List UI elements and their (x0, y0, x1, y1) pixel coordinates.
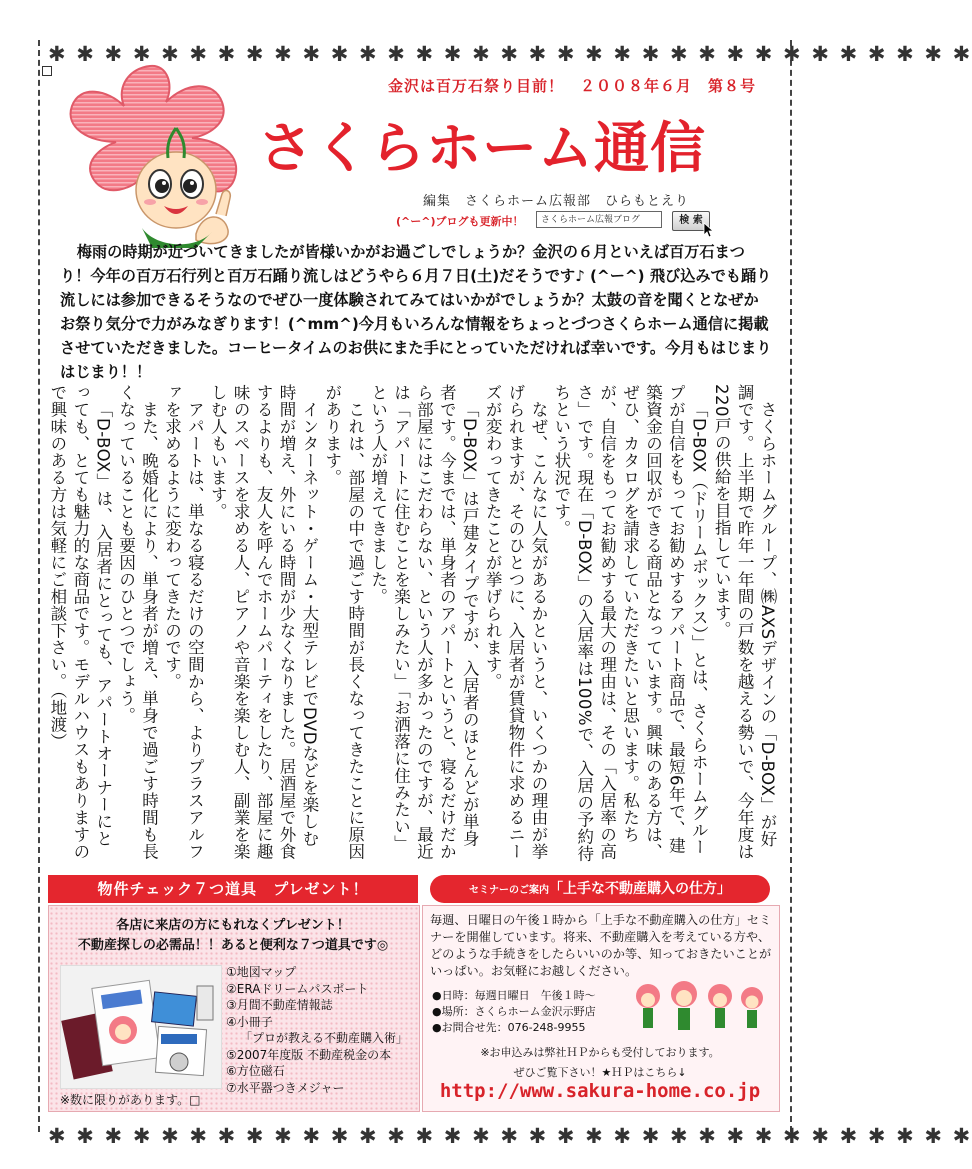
sakura-mascot-icon (46, 62, 258, 250)
present-item: ①地図マップ (226, 965, 297, 979)
present-item: ⑦水平器つきメジャー (226, 1080, 345, 1095)
blog-search-input[interactable]: さくらホーム広報ブログ (536, 211, 662, 228)
present-line-2: 不動産探しの必需品！！あると便利な７つ道具です◎ (77, 938, 389, 953)
article-paragraph: 「D-BOX（ドリームボックス）」とは、さくらホームグループが自信をもってお勧めするアパート商品で、最短6年で、建築資金の回収ができる商品となっています。興味のある方は、ぜひ、カタログを請求していただきたいと思います。私たちが、自信をもってお勧めする最大の理由は、その「入居率の高さ」です。現在「D-BOX」の入居率は100%で、入居の予約待ちという状況です。 (551, 384, 709, 863)
article-paragraph: さくらホームグループ、㈱AXSデザインの「D-BOX」が好調です。上半期で昨年一年間の戸数を越える勢いで、今年度は220戸の供給を目指しています。 (712, 384, 777, 860)
seminar-heading-small: セミナーのご案内 (469, 885, 549, 896)
dbox-article (44, 384, 778, 862)
intro-paragraph: 梅雨の時期が近づいてきましたが皆様いかがお過ごしでしょうか？金沢の６月といえば百万石まつり！今年の百万石行列と百万石踊り流しはどうやら６月７日(土)だそうです♪ (^ー^) 飛び込みでも踊り流しには参加できるそうなのでぜひ一度体験されてみてはいかがでしょうか？太鼓の音を聞くとなぜかお祭り気分で力がみなぎります！(^mm^)今月もいろんな情報をちょっとづつさくらホーム通信に掲載させていただきました。コーヒータイムのお供にまた手にとっていただければ幸いです。今月もはじまりはじまり！！ (60, 243, 772, 381)
present-item: ⑥方位磁石 (226, 1064, 285, 1078)
newsletter-title: さくらホーム通信 (258, 116, 707, 180)
article-paragraph: アパートは、単なる寝るだけの空間から、よりプラスアルファを求めるように変わってきたのです。 (162, 384, 205, 860)
blog-notice[interactable]: (^ー^)ブログも更新中！ (396, 215, 524, 228)
seminar-heading-title: 「上手な不動産購入の仕方」 (549, 881, 731, 897)
tools-photo-illustration-icon (61, 966, 221, 1088)
present-item: 「プロが教える不動産購入術」 (240, 1031, 409, 1045)
seminar-info (432, 988, 596, 1036)
present-heading: 物件チェック７つ道具 プレゼント！ (48, 875, 418, 903)
mascot-group-icon (628, 980, 768, 1038)
bottom-star-border: ✱ ✱ ✱ ✱ ✱ ✱ ✱ ✱ ✱ ✱ ✱ ✱ ✱ ✱ ✱ ✱ ✱ ✱ ✱ ✱ ✱ ✱ ✱ ✱ ✱ ✱ ✱ ✱ ✱ ✱ ✱ ✱ ✱ (48, 1124, 972, 1148)
limit-note: ※数に限りがあります。□ (60, 1093, 201, 1107)
seminar-heading (430, 875, 770, 903)
seminar-contact: ●お問合せ先：076-248-9955 (432, 1021, 586, 1034)
editor-credit: 編集 さくらホーム広報部 ひらもとえり (423, 194, 690, 209)
seminar-body: 毎週、日曜日の午後１時から「上手な不動産購入の仕方」セミナーを開催しています。将来、不動産購入を考えている方や、どのような手続きをしたらいいのか等、知っておきたいことがいっぱい。お気軽にお越しください。 (430, 913, 772, 978)
present-item-list (226, 964, 416, 1096)
present-item: ②ERAドリームパスポート (226, 981, 369, 996)
seminar-date: ●日時：毎週日曜日 午後１時～ (432, 989, 596, 1002)
present-line-1: 各店に来店の方にもれなくプレゼント！ (116, 918, 350, 933)
article-paragraph: インターネット・ゲーム・大型テレビでDVDなどを楽しむ時間が増え、外にいる時間が少なくなりました。居酒屋で外食するよりも、友人を呼んでホームパーティをしたり、部屋に趣味のスペースを求める人、ピアノや音楽を楽しむ人、副業を楽しむ人もいます。 (208, 384, 319, 860)
top-star-border: ✱ ✱ ✱ ✱ ✱ ✱ ✱ ✱ ✱ ✱ ✱ ✱ ✱ ✱ ✱ ✱ ✱ ✱ ✱ ✱ ✱ ✱ ✱ ✱ ✱ ✱ ✱ ✱ ✱ ✱ ✱ ✱ ✱ (48, 42, 972, 66)
seminar-place: ●場所：さくらホーム金沢示野店 (432, 1005, 596, 1018)
article-paragraph: また、晩婚化により、単身者が増え、単身で過ごす時間も長くなっていることも要因のひとつでしょう。 (116, 384, 159, 860)
present-item: ③月間不動産情報誌 (226, 998, 333, 1012)
cursor-arrow-icon (703, 222, 715, 238)
tools-photo (60, 965, 222, 1089)
homepage-prompt: ぜひご覧下さい！★ＨＰはこちら↓ (513, 1066, 687, 1079)
search-button[interactable]: 検 索 (672, 211, 710, 231)
article-paragraph: 「D-BOX」は戸建タイプですが、入居者のほとんどが単身者です。今までは、単身者のアパートというと、寝るだけだから部屋にはこだわらない、という人が多かったのですが、最近は「アパートに住むことを楽しみたい」「お洒落に住みたい」という人が増えてきました。 (368, 384, 480, 860)
article-paragraph: 「D-BOX」は、入居者にとっても、アパートオーナーにとっても、とても魅力的な商品です。モデルハウスもありますので興味のある方は気軽にご相談下さい。（地渡） (47, 384, 113, 860)
present-item: ④小冊子 (226, 1014, 273, 1029)
present-item: ⑤2007年度版 不動産税金の本 (226, 1047, 392, 1062)
article-paragraph: なぜ、こんなに人気があるかというと、いくつかの理由が挙げられますが、そのひとつに、入居者が賃貸物件に求めるニーズが変わってきたことが挙げられます。 (483, 384, 548, 860)
homepage-link[interactable]: http://www.sakura-home.co.jp (439, 1080, 761, 1102)
issue-line: 金沢は百万石祭り目前！ ２００８年６月 第８号 (388, 77, 757, 95)
apply-note: ※お申込みは弊社ＨＰからも受付しております。 (480, 1046, 720, 1059)
article-paragraph: これは、部屋の中で過ごす時間が長くなってきたことに原因があります。 (322, 384, 365, 860)
